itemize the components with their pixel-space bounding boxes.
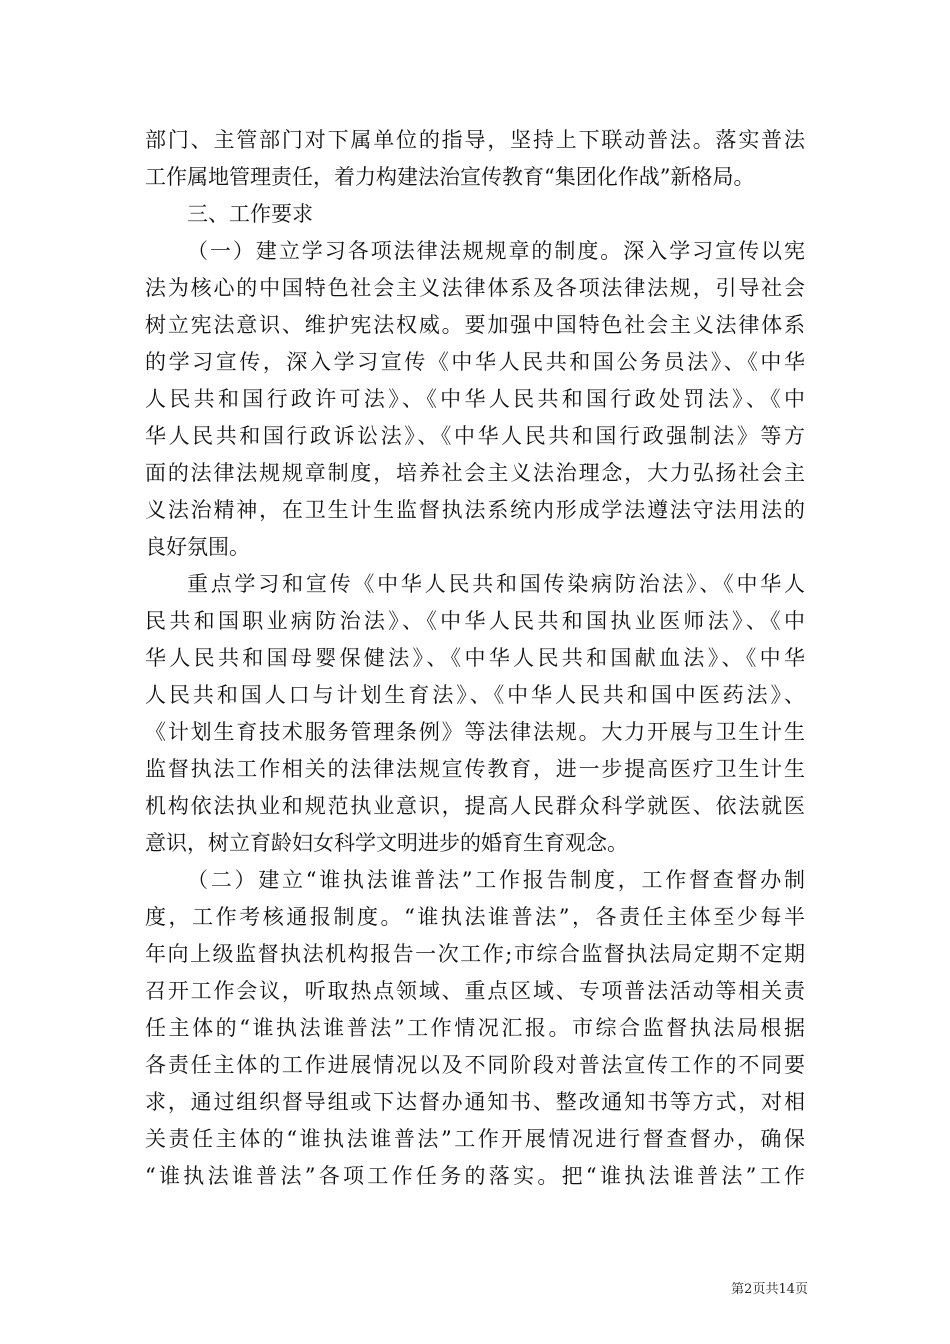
paragraph-line: 部门、主管部门对下属单位的指导，坚持上下联动普法。落实普法 — [145, 128, 805, 152]
paragraph-line: 机构依法执业和规范执业意识，提高人民群众科学就医、依法就医 — [145, 794, 805, 818]
document-body — [145, 122, 805, 1195]
paragraph-line: 面的法律法规规章制度，培养社会主义法治理念，大力弘扬社会主 — [145, 461, 805, 485]
paragraph-line: 年向上级监督执法机构报告一次工作;市综合监督执法局定期不定期 — [145, 942, 805, 966]
paragraph-line: 重点学习和宣传《中华人民共和国传染病防治法》、《中华人 — [187, 572, 805, 596]
paragraph-line: 《计划生育技术服务管理条例》等法律法规。大力开展与卫生计生 — [145, 720, 805, 744]
paragraph-line: 监督执法工作相关的法律法规宣传教育，进一步提高医疗卫生计生 — [145, 757, 805, 781]
paragraph-line: “谁执法谁普法”各项工作任务的落实。把“谁执法谁普法”工作 — [145, 1164, 805, 1188]
paragraph-line: （二）建立“谁执法谁普法”工作报告制度，工作督查督办制 — [187, 868, 805, 892]
paragraph-line: 关责任主体的“谁执法谁普法”工作开展情况进行督查督办，确保 — [145, 1127, 805, 1151]
paragraph-line: 意识，树立育龄妇女科学文明进步的婚育生育观念。 — [145, 831, 628, 855]
paragraph-line: 度，工作考核通报制度。“谁执法谁普法”，各责任主体至少每半 — [145, 905, 805, 929]
paragraph-line: 的学习宣传，深入学习宣传《中华人民共和国公务员法》、《中华 — [145, 350, 805, 374]
paragraph-line: 工作属地管理责任，着力构建法治宣传教育“集团化作战”新格局。 — [145, 165, 755, 189]
paragraph-line: 华人民共和国母婴保健法》、《中华人民共和国献血法》、《中华 — [145, 646, 805, 670]
paragraph-line: 树立宪法意识、维护宪法权威。要加强中国特色社会主义法律体系 — [145, 313, 805, 337]
page-number: 第2页共14页 — [731, 1282, 808, 1297]
paragraph-line: 人民共和国人口与计划生育法》、《中华人民共和国中医药法》、 — [145, 683, 805, 707]
paragraph-line: （一）建立学习各项法律法规规章的制度。深入学习宣传以宪 — [187, 239, 805, 263]
paragraph-line: 人民共和国行政许可法》、《中华人民共和国行政处罚法》、《中 — [145, 387, 805, 411]
paragraph-line: 法为核心的中国特色社会主义法律体系及各项法律法规，引导社会 — [145, 276, 805, 300]
paragraph-line: 义法治精神，在卫生计生监督执法系统内形成学法遵法守法用法的 — [145, 498, 805, 522]
paragraph-line: 民共和国职业病防治法》、《中华人民共和国执业医师法》、《中 — [145, 609, 805, 633]
paragraph-line: 召开工作会议，听取热点领域、重点区域、专项普法活动等相关责 — [145, 979, 805, 1003]
paragraph-line: 华人民共和国行政诉讼法》、《中华人民共和国行政强制法》等方 — [145, 424, 805, 448]
paragraph-line: 任主体的“谁执法谁普法”工作情况汇报。市综合监督执法局根据 — [145, 1016, 805, 1040]
paragraph-line: 各责任主体的工作进展情况以及不同阶段对普法宣传工作的不同要 — [145, 1053, 805, 1077]
paragraph-line: 求，通过组织督导组或下达督办通知书、整改通知书等方式，对相 — [145, 1090, 805, 1114]
paragraph-line: 良好氛围。 — [145, 535, 250, 559]
section-heading: 三、工作要求 — [187, 202, 313, 226]
